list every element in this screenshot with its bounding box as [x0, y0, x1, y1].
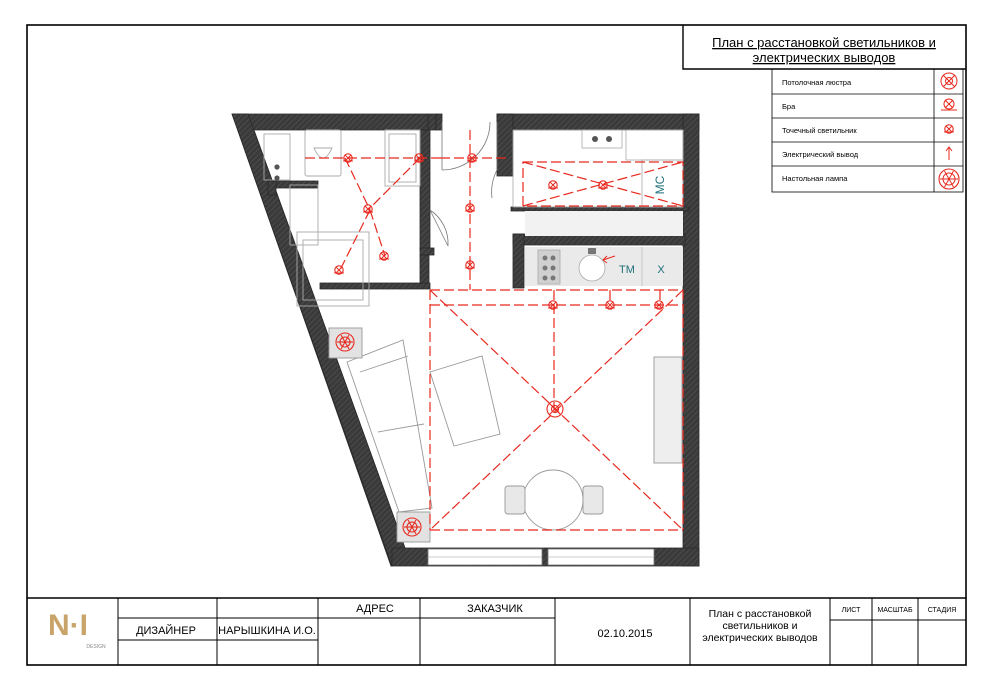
spot-light-icon	[548, 181, 558, 189]
title-block	[683, 25, 966, 69]
svg-text:DESIGN: DESIGN	[86, 644, 106, 650]
bathroom-door	[430, 210, 448, 246]
floor-plan	[232, 114, 699, 566]
walls	[232, 114, 699, 566]
microwave-label: ТМ	[619, 264, 635, 276]
spot-light-icon	[363, 205, 373, 213]
address-label: АДРЕС	[356, 603, 394, 615]
floor-drain-icon	[274, 164, 279, 180]
designer-name: НАРЫШКИНА И.О.	[218, 625, 316, 637]
company-logo	[48, 609, 106, 650]
plan-title-line1: План с расстановкой светильников и	[712, 35, 936, 50]
stamp-date: 02.10.2015	[597, 628, 653, 640]
sheet-title-line1: План с расстановкой	[708, 608, 812, 620]
bathroom-fixtures	[264, 130, 420, 306]
spot-light-icon	[944, 125, 954, 133]
chandelier-icon	[547, 401, 563, 417]
legend-label-table-lamp: Настольная лампа	[782, 174, 848, 183]
legend-label-sconce: Бра	[782, 102, 796, 111]
sconce-icon	[941, 99, 957, 110]
designer-label: ДИЗАЙНЕР	[136, 625, 196, 637]
scale-label: МАСШТАБ	[877, 607, 913, 614]
legend-label-outlet: Электрический вывод	[782, 150, 859, 159]
chandelier-icon	[941, 73, 957, 89]
svg-text:N·I: N·I	[48, 609, 88, 642]
legend-label-chandelier: Потолочная люстра	[782, 78, 852, 87]
fridge-label: Х	[657, 264, 665, 276]
legend-label-spot: Точечный светильник	[782, 126, 857, 135]
table-lamp-icon	[939, 169, 959, 189]
spot-light-icon	[334, 266, 344, 274]
stage-label: СТАДИЯ	[927, 607, 957, 614]
sheet-title-line2: светильников и	[722, 620, 798, 632]
legend-table	[772, 69, 963, 192]
sheet-title-line3: электрических выводов	[702, 632, 818, 644]
washer-label: МС	[653, 175, 667, 195]
sheet-frame	[27, 25, 966, 665]
plan-title-line2: электрических выводов	[752, 50, 896, 65]
sheet-number-label: ЛИСТ	[841, 607, 861, 614]
client-label: ЗАКАЗЧИК	[467, 603, 523, 615]
electric-outlet-arrow-icon	[946, 147, 952, 160]
